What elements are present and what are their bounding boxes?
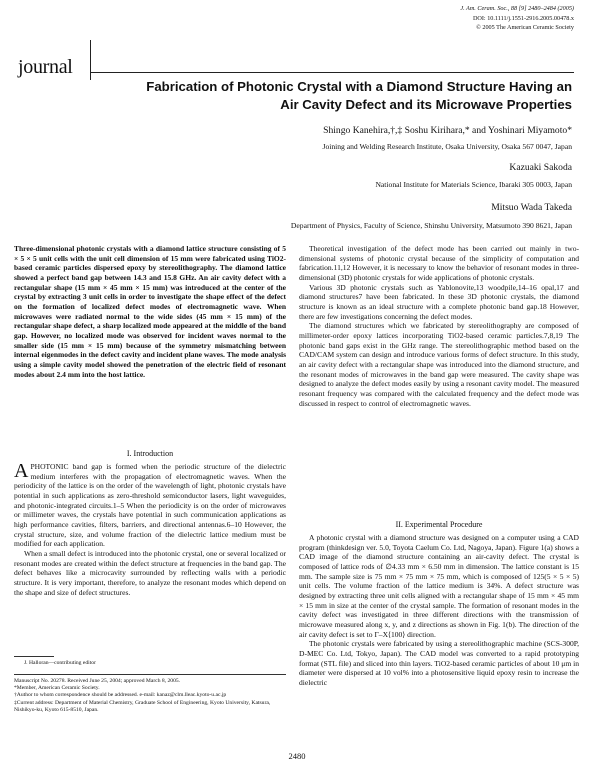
title-line-2: Air Cavity Defect and its Microwave Properties [280,97,572,112]
footnote-3: †Author to whom correspondence should be addressed. e-mail: kanaz@clm.lleac.kyoto-u.ac.jp [14,692,227,699]
abstract: Three-dimensional photonic crystals with a diamond lattice structure consisting of 5 × 5 × 5 unit cells with the unit cell dimension of 15 mm were fabricated using TiO2-based ceramic particles dispersed epoxy by stereolithography. The diamond lattice showed a perfect band gap between 14.3 and 15.8 GHz. An air cavity defect with a rectangular shape (15 mm × 45 mm × 15 mm) was introduced at the center of the crystal by extracting 3 unit cells in order to investigate the shape effect of the defect on the formation of localized defect modes of electromagnetic wave. When microwaves were radiated normal to the wide sides (45 mm × 15 mm) of the rectangular shape defect, a sharp localized mode appeared at the middle of the band gap. However, no localized mode was observed for incident waves normal to the smaller side (15 mm × 15 mm) because of the symmetry mismatching between internal eigenmodes in the defect cavity and incident plane waves. The mode analysis using a simple cavity model showed the penetration of the electric field of resonant modes about 2.4 mm into the host lattice. [14,244,286,379]
intro-paragraph-1 [14,462,286,549]
title-line-1: Fabrication of Photonic Crystal with a Diamond Structure Having an [146,79,572,94]
page-number: 2480 [288,751,306,761]
footnote-1: Manuscript No. 20278. Received June 25, 2004; approved March 8, 2005. [14,678,181,684]
editor-note: J. Halloran—contributing editor [24,660,96,666]
authors-line-3: Mitsuo Wada Takeda [491,202,572,213]
section-2-heading: II. Experimental Procedure [395,520,483,529]
drop-cap: A [14,460,29,482]
affiliation-2: National Institute for Materials Science, Ibaraki 305 0003, Japan [375,180,572,189]
right-paragraph-1: Theoretical investigation of the defect mode has been carried out mainly in two-dimensional systems of photonic crystal because of the simplicity of computation and fabrication.11,12 However, it is necessary to know the behavior of resonant modes in three-dimensional (3D) photonic crystals for wide applications of photonic crystals. [299,244,579,282]
experimental-body [299,533,579,688]
footnote-rule [14,674,286,675]
right-column-intro [299,244,579,408]
footnotes [14,678,286,714]
intro-paragraph-1-text: PHOTONIC band gap is formed when the periodic structure of the dielectric medium interferes with the propagation of electromagnetic waves. When the periodicity of the lattice is on the order of the wavelength of light, photonic crystals have potential in such applications as zero-threshold semiconductor lasers, light waveguides, and photonic-integrated circuits.1–5 When the periodicity is on the order of microwaves or millimeter waves, the crystals have potential in such communication applications as high performance cavities, filters, barriers, and directional antennas.6–10 However, the crystal structure, size, and volume fraction of the dielectric lattice medium must be modified for each application. [14,462,286,549]
footnote-2: *Member, American Ceramic Society. [14,685,100,692]
section-1-heading: I. Introduction [126,449,174,458]
introduction-body [14,462,286,597]
authors-line-1: Shingo Kanehira,†,‡ Soshu Kirihara,* and Yoshinari Miyamoto* [323,125,572,136]
experimental-paragraph-2: The photonic crystals were fabricated by using a stereolithographic machine (SCS-300P, D-MEC Co. Ltd, Tokyo, Japan). The CAD model was converted to a rapid prototyping format (STL file) and sliced into thin layers. TiO2-based ceramic particles of about 10 μm in diameter were dispersed at 10 vol% into a photosensitive liquid epoxy resin to increase the dielectric [299,639,579,687]
affiliation-1: Joining and Welding Research Institute, Osaka University, Osaka 567 0047, Japan [322,142,572,151]
right-paragraph-3: The diamond structures which we fabricated by stereolithography are composed of millimeter-order epoxy lattices incorporating TiO2-based ceramic particles.7,8,19 The photonic band gaps exist in the GHz range. The stereolithographic method based on the CAD/CAM system can design and introduce various forms of defect structure. In this study, an air cavity defect with a rectangular shape was introduced into the diamond structure, and the resonant modes of microwaves in the band gap were measured. The cavity shape was designed to analyze the defect modes easily by using a resonant cavity model. The measured resonant frequency was compared with the calculated frequency and the defect mode was discussed in respect to control of electromagnetic waves. [299,321,579,408]
journal-info [460,4,574,33]
paper-title [92,78,572,114]
doi: DOI: 10.1111/j.1551-2916.2005.00478.x [472,14,574,22]
right-paragraph-2: Various 3D photonic crystals such as Yablonovite,13 woodpile,14–16 opal,17 and diamond structures7 have been fabricated. In these 3D photonic crystals, the diamond structure is known as an ideal structure with a complete photonic band gap.18 However, there are few investigations concerning the defect modes. [299,282,579,321]
citation: J. Am. Ceram. Soc., 88 [9] 2480–2484 (2005) [460,5,574,12]
footnote-rule-short [14,656,54,657]
footnote-4: ‡Current address: Department of Material Chemistry, Graduate School of Engineering, Kyoto University, Katsura, Nishikyo-ku, Kyoto 615-8510, Japan. [14,699,271,713]
experimental-paragraph-1: A photonic crystal with a diamond structure was designed on a computer using a CAD program (thinkdesign ver. 5.0, Toyota Caelum Co. Ltd, Nagoya, Japan). Figure 1(a) shows a CAD image of the diamond structure containing an air-cavity defect. The crystal is composed of lattice rods of ∅4.33 mm × 6.50 mm in dimension. The lattice constant is 15 mm. The sample size is 75 mm × 75 mm × 75 mm, which is composed of 125(5 × 5 × 5) unit cells. The volume fraction of the lattice medium is 34%. A defect structure was designed by extracting three unit cells aligned with a rectangular shape of 15 mm × 45 mm × 15 mm in size at the center of the crystal sample. The formation of resonant modes in the cavity defect was investigated in three different directions with the transmission of microwave measured along x, y, and z directions as shown in Fig. 1(b). The direction of the air cavity defect is set to Γ–X⟨100⟩ direction. [299,533,579,639]
affiliation-3: Department of Physics, Faculty of Science, Shinshu University, Matsumoto 390 8621, Japan [290,221,572,230]
intro-paragraph-2: When a small defect is introduced into the photonic crystal, one or several localized or resonant modes are created within the defect structure at frequencies in the band gap. The defect behaves like a microcavity surrounded by reflecting walls with a periodic structure. It is very important, therefore, to analyze the resonant modes which depend on the shape and size of defect structures. [14,548,286,597]
authors-line-2: Kazuaki Sakoda [509,162,572,173]
journal-logo: journal [18,56,73,78]
header-vertical-rule [90,40,91,80]
header-horizontal-rule [90,72,574,73]
copyright: © 2005 The American Ceramic Society [476,24,574,31]
